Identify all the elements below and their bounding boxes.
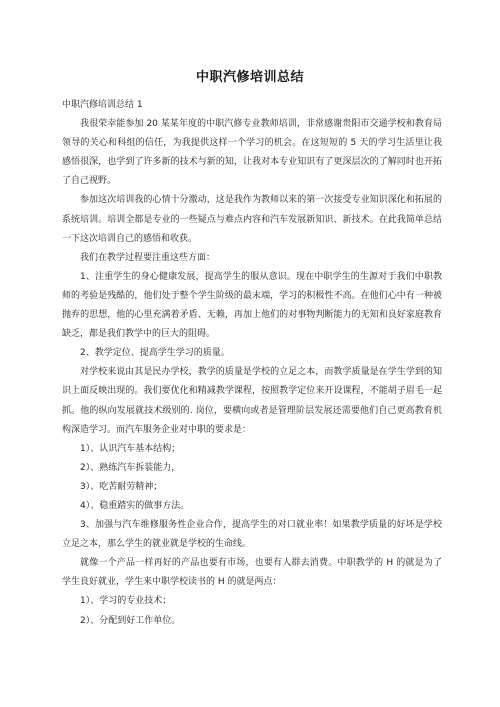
paragraph: 我很荣幸能参加 20 某某年度的中职汽修专业教师培训，非常感谢贵阳市交通学校和教育局领导的关心和科组的信任，为我提供这样一个学习的机会。在这短短的 5 天的学习生活里让我感悟很深，也学到了许多新的技术与新的知，让我对本专业知识有了更深层次的了解同时也开拓了自己视野。 [62, 119, 442, 187]
section-heading: 中职汽修培训总结 1 [62, 100, 143, 110]
list-item: 2）、熟练汽车拆装能力， [80, 462, 181, 473]
document-body [62, 96, 442, 631]
paragraph: 参加这次培训我的心情十分激动，这是我作为教师以来的第一次接受专业知识深化和拓展的系统培训。培训全都是专业的一些疑点与难点内容和汽车发展新知识、新技术。在此我简单总结一下这次培训自己的感悟和收获。 [62, 195, 442, 244]
list-item: 4）、稳重踏实的做事方法。 [80, 500, 190, 511]
paragraph: 3、加强与汽车维修服务性企业合作，提高学生的对口就业率！如果教学质量的好坏是学校立足之本，那么学生的就业就是学校的生命线。 [62, 520, 442, 550]
paragraph: 就像一个产品一样再好的产品也要有市场，也要有人群去消费。中职教学的 H 的就是为了学生良好就业，学生来中职学校读书的 H 的就是两点： [62, 558, 442, 588]
paragraph: 对学校来说由其是民办学校，教学的质量是学校的立足之本，而教学质量是在学生学到的知识上面反映出现的。我们要优化和精减教学课程，按照教学定位来开设课程，不能胡子眉毛一起抓。他的纵向发展就技术级别的. 岗位，要横向或者是管理阶层发展还需要他们自己更高教育机构深造学习。而汽车服务企业对中职的要求是： [62, 367, 442, 435]
list-item: 1）、学习的专业技术； [80, 596, 172, 607]
document-title: 中职汽修培训总结 [195, 70, 304, 85]
paragraph: 我们在教学过程要注重这些方面： [80, 252, 216, 263]
list-item: 1）、认识汽车基本结构； [80, 443, 181, 454]
paragraph: 2、教学定位、提高学生学习的质量。 [80, 348, 230, 359]
paragraph: 1、注重学生的身心健康发展，提高学生的服从意识。现在中职学生的生源对于我们中职教师的考验是残酷的，他们处于整个学生阶级的最末端，学习的积极性不高。在他们心中有一种被抛弃的思想，他的心里充满着矛盾、无赖，再加上他们的对事物判断能力的无知和良好家庭教育缺乏，都是我们教学中的巨大的阻碍。 [62, 271, 442, 340]
list-item: 3）、吃苦耐劳精神； [80, 481, 163, 492]
list-item: 2）、分配到好工作单位。 [80, 615, 181, 626]
